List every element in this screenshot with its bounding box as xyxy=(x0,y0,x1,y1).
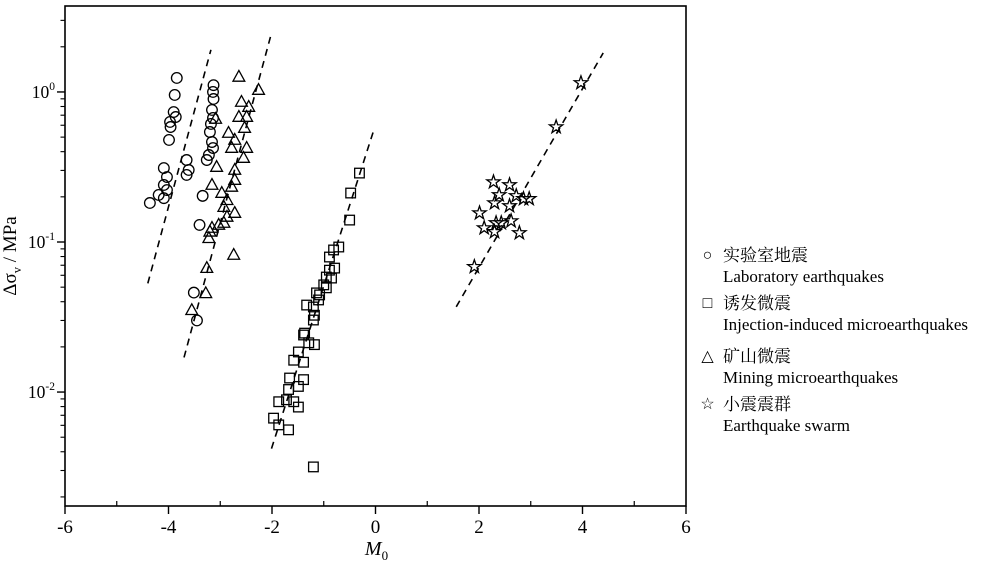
legend-entry-swarm xyxy=(692,394,998,436)
chart-legend xyxy=(692,245,998,442)
legend-label-laboratory-en: Laboratory earthquakes xyxy=(723,267,884,286)
y-tick-label: $10^{-1}$ xyxy=(27,231,55,253)
series-laboratory-points xyxy=(145,73,219,326)
legend-entry-laboratory xyxy=(692,245,998,287)
trendline-injection xyxy=(271,128,374,449)
x-tick-label: -4 xyxy=(160,517,177,538)
legend-label-laboratory-zh: 实验室地震 xyxy=(723,246,808,265)
plot-frame xyxy=(65,6,686,506)
trendline-laboratory xyxy=(148,50,211,284)
x-tick-label: 6 xyxy=(681,517,691,538)
square-marker-icon: □ xyxy=(702,295,713,312)
legend-label-injection-en: Injection-induced microearthquakes xyxy=(723,315,968,334)
series-swarm-points xyxy=(468,76,588,273)
x-tick-label: 2 xyxy=(474,517,484,538)
legend-label-swarm-en: Earthquake swarm xyxy=(723,416,850,435)
legend-label-mining-en: Mining microearthquakes xyxy=(723,368,899,387)
y-tick-label: $10^0$ xyxy=(31,80,55,102)
x-tick-label: -6 xyxy=(57,517,73,538)
x-axis-title: $M_0$ xyxy=(364,538,389,562)
triangle-marker-icon: △ xyxy=(701,348,714,365)
y-tick-label: $10^{-2}$ xyxy=(27,381,55,403)
series-injection-points xyxy=(269,168,365,471)
x-tick-label: 0 xyxy=(370,517,381,538)
legend-entry-mining xyxy=(692,346,998,388)
circle-marker-icon: ○ xyxy=(702,247,713,264)
legend-label-mining-zh: 矿山微震 xyxy=(723,347,791,366)
trendline-swarm xyxy=(456,53,603,307)
legend-label-swarm-zh: 小震震群 xyxy=(723,395,791,414)
legend-label-injection-zh: 诱发微震 xyxy=(723,294,791,313)
x-tick-label: 4 xyxy=(577,517,588,538)
legend-entry-injection xyxy=(692,293,998,335)
y-axis-title: $\Delta\sigma_v$ / MPa xyxy=(0,216,24,296)
x-tick-label: -2 xyxy=(264,517,280,538)
star-marker-icon: ☆ xyxy=(700,396,715,413)
series-mining-points xyxy=(186,70,265,314)
